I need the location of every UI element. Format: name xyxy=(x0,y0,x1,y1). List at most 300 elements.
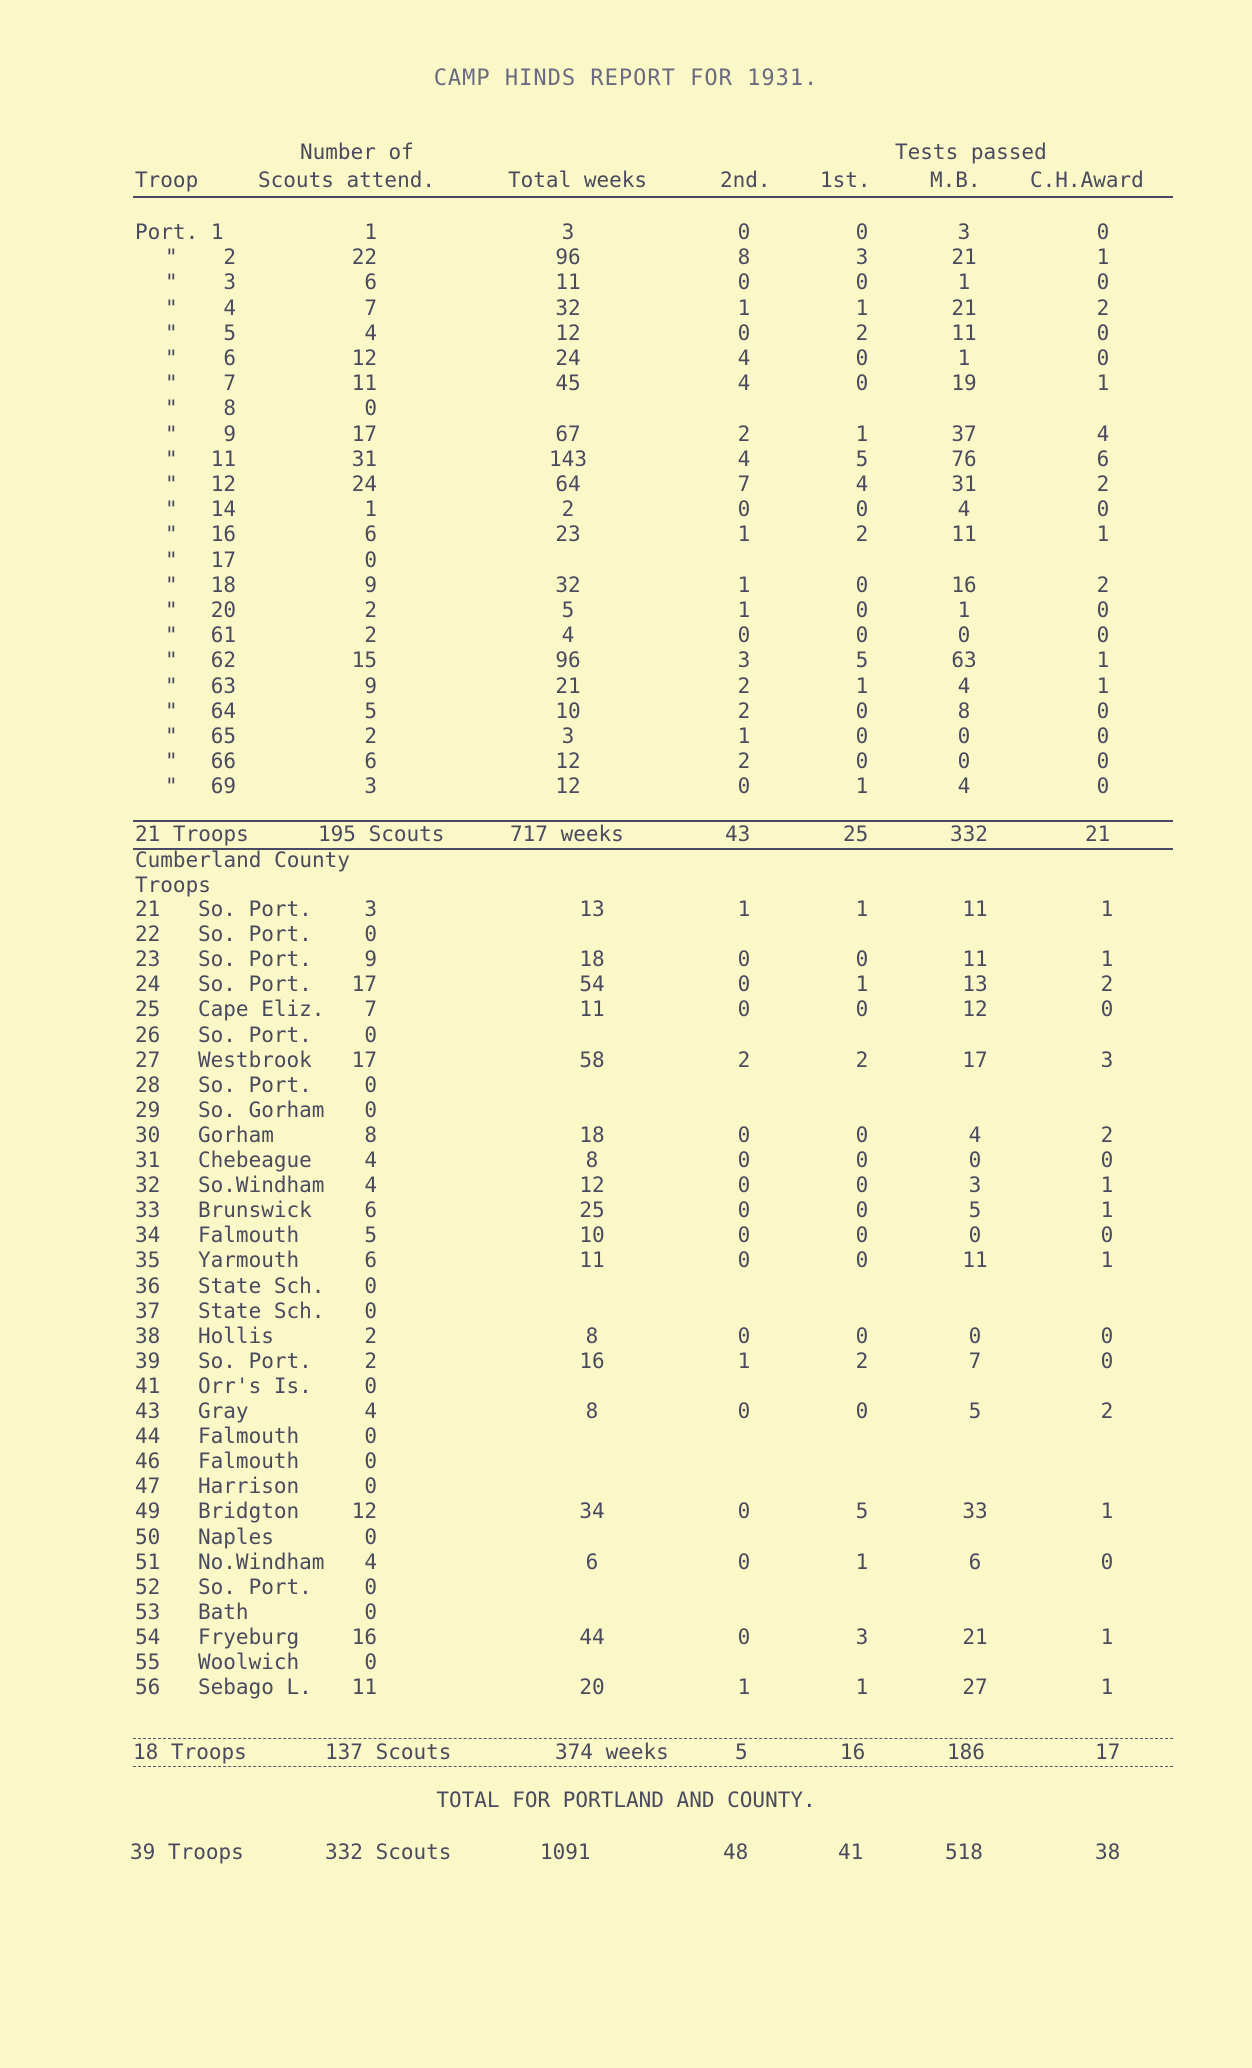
county-weeks-cell: 58 xyxy=(579,1048,605,1072)
county-weeks-cell: 6 xyxy=(585,1550,599,1574)
portland-award-cell: 0 xyxy=(1096,774,1110,798)
portland-ditto-cell: " xyxy=(165,648,178,672)
portland-ditto-cell: " xyxy=(165,270,178,294)
portland-ditto-cell: " xyxy=(165,422,178,446)
county-first-cell: 0 xyxy=(855,1148,869,1172)
portland-ditto-cell: " xyxy=(165,724,178,748)
county-troop-number: 50 xyxy=(135,1525,161,1549)
portland-scouts-cell: 4 xyxy=(364,321,377,345)
portland-scouts-cell: 9 xyxy=(364,674,377,698)
portland-scouts-cell: 9 xyxy=(364,573,377,597)
county-scouts-cell: 3 xyxy=(364,897,377,921)
county-second-cell: 0 xyxy=(737,1173,751,1197)
county-second-cell: 2 xyxy=(737,1048,751,1072)
county-scouts-cell: 5 xyxy=(364,1223,377,1247)
portland-weeks-cell: 3 xyxy=(561,724,575,748)
portland-weeks-cell: 10 xyxy=(555,699,581,723)
county-troop-number: 34 xyxy=(135,1223,161,1247)
county-award-cell: 0 xyxy=(1100,997,1114,1021)
county-troop-number: 54 xyxy=(135,1625,161,1649)
portland-award-cell: 1 xyxy=(1096,245,1110,269)
portland-mb-cell: 19 xyxy=(951,371,977,395)
portland-second-cell: 2 xyxy=(737,749,751,773)
county-town-cell: Hollis xyxy=(198,1324,274,1348)
header-first: 1st. xyxy=(820,168,871,192)
county-weeks-cell: 12 xyxy=(579,1173,605,1197)
county-first-cell: 1 xyxy=(855,1675,869,1699)
portland-scouts-cell: 6 xyxy=(364,749,377,773)
county-troop-number: 49 xyxy=(135,1499,161,1523)
county-award-cell: 0 xyxy=(1100,1324,1114,1348)
county-total-first: 16 xyxy=(840,1740,866,1764)
county-town-cell: So. Port. xyxy=(198,922,312,946)
portland-scouts-cell: 24 xyxy=(351,472,377,496)
county-first-cell: 0 xyxy=(855,947,869,971)
county-weeks-cell: 11 xyxy=(579,997,605,1021)
county-first-cell: 1 xyxy=(855,1550,869,1574)
county-weeks-cell: 18 xyxy=(579,1123,605,1147)
county-weeks-cell: 8 xyxy=(585,1399,599,1423)
portland-total-first: 25 xyxy=(843,822,869,846)
portland-mb-cell: 21 xyxy=(951,296,977,320)
portland-first-cell: 4 xyxy=(855,472,869,496)
county-first-cell: 0 xyxy=(855,1223,869,1247)
county-mb-cell: 4 xyxy=(968,1123,982,1147)
county-town-cell: Gorham xyxy=(198,1123,274,1147)
portland-second-cell: 8 xyxy=(737,245,751,269)
county-second-cell: 0 xyxy=(737,1248,751,1272)
county-scouts-cell: 12 xyxy=(351,1499,377,1523)
county-first-cell: 2 xyxy=(855,1048,869,1072)
county-first-cell: 1 xyxy=(855,972,869,996)
portland-award-cell: 2 xyxy=(1096,296,1110,320)
county-town-cell: Westbrook xyxy=(198,1048,312,1072)
county-town-cell: No.Windham xyxy=(198,1550,325,1574)
county-scouts-cell: 2 xyxy=(364,1349,377,1373)
portland-troop-cell: 11 xyxy=(210,447,236,471)
county-weeks-cell: 11 xyxy=(579,1248,605,1272)
grand-total-weeks: 1091 xyxy=(540,1840,591,1864)
county-mb-cell: 11 xyxy=(962,897,988,921)
portland-total-scouts: 195 Scouts xyxy=(318,822,445,846)
county-first-cell: 5 xyxy=(855,1499,869,1523)
portland-ditto-cell: " xyxy=(165,245,178,269)
portland-second-cell: 1 xyxy=(737,296,751,320)
county-weeks-cell: 13 xyxy=(579,897,605,921)
portland-ditto-cell: " xyxy=(165,699,178,723)
portland-mb-cell: 3 xyxy=(957,220,971,244)
portland-award-cell: 1 xyxy=(1096,674,1110,698)
county-second-cell: 0 xyxy=(737,1324,751,1348)
county-troop-number: 35 xyxy=(135,1248,161,1272)
county-heading: Cumberland County xyxy=(135,848,350,872)
county-award-cell: 0 xyxy=(1100,1349,1114,1373)
county-troop-number: 51 xyxy=(135,1550,161,1574)
portland-troop-cell: 4 xyxy=(223,296,236,320)
county-mb-cell: 12 xyxy=(962,997,988,1021)
portland-scouts-cell: 31 xyxy=(351,447,377,471)
portland-mb-cell: 37 xyxy=(951,422,977,446)
grand-total-scouts: 332 Scouts xyxy=(325,1840,452,1864)
header-rule xyxy=(133,196,1173,198)
county-heading-troops: Troops xyxy=(135,873,211,897)
portland-scouts-cell: 7 xyxy=(364,296,377,320)
portland-total-award: 21 xyxy=(1085,822,1111,846)
portland-total-troops: 21 Troops xyxy=(135,822,249,846)
county-troop-number: 24 xyxy=(135,972,161,996)
county-town-cell: So. Port. xyxy=(198,947,312,971)
county-second-cell: 0 xyxy=(737,972,751,996)
county-award-cell: 0 xyxy=(1100,1223,1114,1247)
portland-troop-cell: 14 xyxy=(210,497,236,521)
county-scouts-cell: 9 xyxy=(364,947,377,971)
county-total-mb: 186 xyxy=(947,1740,985,1764)
county-troop-number: 30 xyxy=(135,1123,161,1147)
county-second-cell: 0 xyxy=(737,1625,751,1649)
county-mb-cell: 5 xyxy=(968,1399,982,1423)
portland-troop-cell: 20 xyxy=(210,598,236,622)
portland-weeks-cell: 21 xyxy=(555,674,581,698)
portland-troop-cell: 18 xyxy=(210,573,236,597)
county-award-cell: 1 xyxy=(1100,1198,1114,1222)
county-town-cell: Falmouth xyxy=(198,1449,300,1473)
portland-scouts-cell: 6 xyxy=(364,270,377,294)
county-scouts-cell: 0 xyxy=(364,1600,377,1624)
county-town-cell: Woolwich xyxy=(198,1650,300,1674)
portland-second-cell: 0 xyxy=(737,270,751,294)
county-second-cell: 1 xyxy=(737,1675,751,1699)
portland-mb-cell: 0 xyxy=(957,749,971,773)
county-town-cell: Bridgton xyxy=(198,1499,300,1523)
portland-mb-cell: 11 xyxy=(951,321,977,345)
county-weeks-cell: 10 xyxy=(579,1223,605,1247)
county-first-cell: 1 xyxy=(855,897,869,921)
county-town-cell: Sebago L. xyxy=(198,1675,312,1699)
county-troop-number: 47 xyxy=(135,1474,161,1498)
header-award: C.H.Award xyxy=(1030,168,1144,192)
county-town-cell: So. Port. xyxy=(198,1023,312,1047)
county-second-cell: 0 xyxy=(737,1399,751,1423)
county-town-cell: Harrison xyxy=(198,1474,300,1498)
portland-first-cell: 0 xyxy=(855,623,869,647)
portland-first-cell: 0 xyxy=(855,573,869,597)
county-mb-cell: 11 xyxy=(962,947,988,971)
portland-ditto-cell: " xyxy=(165,396,178,420)
county-troop-number: 55 xyxy=(135,1650,161,1674)
header-scouts-line1: Number of xyxy=(300,140,414,164)
portland-award-cell: 0 xyxy=(1096,321,1110,345)
portland-first-cell: 1 xyxy=(855,422,869,446)
portland-second-cell: 7 xyxy=(737,472,751,496)
county-scouts-cell: 4 xyxy=(364,1550,377,1574)
county-award-cell: 1 xyxy=(1100,1499,1114,1523)
portland-total-rule-top xyxy=(133,820,1173,822)
grand-total-troops: 39 Troops xyxy=(130,1840,244,1864)
county-mb-cell: 0 xyxy=(968,1223,982,1247)
portland-ditto-cell: " xyxy=(165,497,178,521)
county-scouts-cell: 0 xyxy=(364,1073,377,1097)
county-scouts-cell: 0 xyxy=(364,922,377,946)
portland-troop-cell: 7 xyxy=(223,371,236,395)
portland-troop-cell: 9 xyxy=(223,422,236,446)
county-scouts-cell: 17 xyxy=(351,972,377,996)
county-mb-cell: 11 xyxy=(962,1248,988,1272)
portland-second-cell: 1 xyxy=(737,522,751,546)
grand-total-award: 38 xyxy=(1095,1840,1121,1864)
county-scouts-cell: 16 xyxy=(351,1625,377,1649)
header-mb: M.B. xyxy=(930,168,981,192)
county-first-cell: 0 xyxy=(855,1248,869,1272)
portland-second-cell: 0 xyxy=(737,497,751,521)
portland-ditto-cell: " xyxy=(165,774,178,798)
county-scouts-cell: 0 xyxy=(364,1449,377,1473)
county-weeks-cell: 8 xyxy=(585,1324,599,1348)
portland-award-cell: 0 xyxy=(1096,724,1110,748)
county-scouts-cell: 0 xyxy=(364,1274,377,1298)
portland-first-cell: 0 xyxy=(855,346,869,370)
county-town-cell: So. Port. xyxy=(198,1073,312,1097)
portland-weeks-cell: 12 xyxy=(555,321,581,345)
county-town-cell: Brunswick xyxy=(198,1198,312,1222)
county-scouts-cell: 0 xyxy=(364,1424,377,1448)
county-total-weeks: 374 weeks xyxy=(555,1740,669,1764)
portland-ditto-cell: " xyxy=(165,598,178,622)
portland-scouts-cell: 0 xyxy=(364,396,377,420)
portland-second-cell: 1 xyxy=(737,573,751,597)
county-second-cell: 0 xyxy=(737,1550,751,1574)
portland-weeks-cell: 12 xyxy=(555,774,581,798)
portland-ditto-cell: " xyxy=(165,623,178,647)
county-second-cell: 0 xyxy=(737,997,751,1021)
county-troop-number: 52 xyxy=(135,1575,161,1599)
portland-mb-cell: 1 xyxy=(957,346,971,370)
portland-ditto-cell: " xyxy=(165,674,178,698)
portland-first-cell: 0 xyxy=(855,699,869,723)
county-town-cell: Cape Eliz. xyxy=(198,997,325,1021)
county-town-cell: So. Port. xyxy=(198,972,312,996)
portland-second-cell: 2 xyxy=(737,699,751,723)
county-scouts-cell: 4 xyxy=(364,1173,377,1197)
grand-total-first: 41 xyxy=(838,1840,864,1864)
portland-ditto-cell: " xyxy=(165,321,178,345)
county-scouts-cell: 0 xyxy=(364,1023,377,1047)
county-troop-number: 36 xyxy=(135,1274,161,1298)
county-troop-number: 53 xyxy=(135,1600,161,1624)
county-mb-cell: 27 xyxy=(962,1675,988,1699)
portland-award-cell: 0 xyxy=(1096,497,1110,521)
portland-mb-cell: 0 xyxy=(957,623,971,647)
portland-troop-cell: 64 xyxy=(210,699,236,723)
portland-scouts-cell: 15 xyxy=(351,648,377,672)
portland-first-cell: 0 xyxy=(855,270,869,294)
portland-weeks-cell: 2 xyxy=(561,497,575,521)
portland-first-cell: 0 xyxy=(855,749,869,773)
portland-first-cell: 1 xyxy=(855,296,869,320)
portland-award-cell: 0 xyxy=(1096,220,1110,244)
county-award-cell: 0 xyxy=(1100,1550,1114,1574)
portland-ditto-cell: " xyxy=(165,447,178,471)
county-weeks-cell: 18 xyxy=(579,947,605,971)
county-town-cell: So. Gorham xyxy=(198,1098,325,1122)
county-total-scouts: 137 Scouts xyxy=(325,1740,452,1764)
county-town-cell: Gray xyxy=(198,1399,249,1423)
header-tests-passed: Tests passed xyxy=(895,140,1047,164)
portland-mb-cell: 1 xyxy=(957,598,971,622)
county-mb-cell: 17 xyxy=(962,1048,988,1072)
portland-mb-cell: 0 xyxy=(957,724,971,748)
portland-first-cell: 5 xyxy=(855,648,869,672)
county-town-cell: Orr's Is. xyxy=(198,1374,312,1398)
county-second-cell: 0 xyxy=(737,1223,751,1247)
portland-award-cell: 2 xyxy=(1096,472,1110,496)
portland-weeks-cell: 32 xyxy=(555,573,581,597)
portland-troop-cell: 17 xyxy=(210,548,236,572)
county-total-award: 17 xyxy=(1095,1740,1121,1764)
county-mb-cell: 3 xyxy=(968,1173,982,1197)
portland-first-cell: 1 xyxy=(855,674,869,698)
portland-second-cell: 3 xyxy=(737,648,751,672)
portland-weeks-cell: 24 xyxy=(555,346,581,370)
county-first-cell: 2 xyxy=(855,1349,869,1373)
portland-scouts-cell: 2 xyxy=(364,724,377,748)
portland-weeks-cell: 96 xyxy=(555,245,581,269)
portland-ditto-cell: " xyxy=(165,749,178,773)
portland-second-cell: 0 xyxy=(737,623,751,647)
portland-award-cell: 0 xyxy=(1096,346,1110,370)
county-award-cell: 0 xyxy=(1100,1148,1114,1172)
county-scouts-cell: 11 xyxy=(351,1675,377,1699)
county-total-troops: 18 Troops xyxy=(133,1740,247,1764)
county-town-cell: State Sch. xyxy=(198,1274,325,1298)
grand-total-mb: 518 xyxy=(945,1840,983,1864)
county-mb-cell: 33 xyxy=(962,1499,988,1523)
county-town-cell: Fryeburg xyxy=(198,1625,300,1649)
portland-first-cell: 0 xyxy=(855,724,869,748)
portland-weeks-cell: 11 xyxy=(555,270,581,294)
portland-award-cell: 0 xyxy=(1096,598,1110,622)
county-first-cell: 0 xyxy=(855,1324,869,1348)
county-scouts-cell: 17 xyxy=(351,1048,377,1072)
portland-weeks-cell: 143 xyxy=(549,447,587,471)
grand-total-title: TOTAL FOR PORTLAND AND COUNTY. xyxy=(436,1788,816,1812)
county-town-cell: So. Port. xyxy=(198,1349,312,1373)
county-troop-number: 21 xyxy=(135,897,161,921)
county-scouts-cell: 0 xyxy=(364,1474,377,1498)
county-town-cell: Naples xyxy=(198,1525,274,1549)
county-weeks-cell: 16 xyxy=(579,1349,605,1373)
portland-award-cell: 1 xyxy=(1096,522,1110,546)
grand-total-second: 48 xyxy=(723,1840,749,1864)
portland-award-cell: 0 xyxy=(1096,749,1110,773)
county-second-cell: 1 xyxy=(737,1349,751,1373)
portland-mb-cell: 16 xyxy=(951,573,977,597)
portland-second-cell: 1 xyxy=(737,724,751,748)
county-mb-cell: 0 xyxy=(968,1148,982,1172)
county-mb-cell: 13 xyxy=(962,972,988,996)
portland-award-cell: 0 xyxy=(1096,699,1110,723)
portland-first-cell: 3 xyxy=(855,245,869,269)
county-mb-cell: 21 xyxy=(962,1625,988,1649)
portland-total-weeks: 717 weeks xyxy=(510,822,624,846)
portland-troop-cell: 6 xyxy=(223,346,236,370)
portland-troop-cell: 8 xyxy=(223,396,236,420)
portland-first-cell: 2 xyxy=(855,522,869,546)
county-total-rule-top xyxy=(133,1738,1173,1739)
portland-troop-cell: 65 xyxy=(210,724,236,748)
portland-weeks-cell: 32 xyxy=(555,296,581,320)
county-town-cell: So.Windham xyxy=(198,1173,325,1197)
county-troop-number: 44 xyxy=(135,1424,161,1448)
portland-second-cell: 4 xyxy=(737,447,751,471)
portland-mb-cell: 4 xyxy=(957,674,971,698)
portland-troop-cell: 16 xyxy=(210,522,236,546)
county-second-cell: 0 xyxy=(737,1198,751,1222)
county-scouts-cell: 6 xyxy=(364,1248,377,1272)
header-troop: Troop xyxy=(135,168,199,192)
portland-troop-cell: 12 xyxy=(210,472,236,496)
portland-scouts-cell: 1 xyxy=(364,220,377,244)
county-troop-number: 27 xyxy=(135,1048,161,1072)
portland-weeks-cell: 3 xyxy=(561,220,575,244)
portland-weeks-cell: 96 xyxy=(555,648,581,672)
county-troop-number: 46 xyxy=(135,1449,161,1473)
county-troop-number: 41 xyxy=(135,1374,161,1398)
portland-first-cell: 1 xyxy=(855,774,869,798)
portland-second-cell: 2 xyxy=(737,422,751,446)
county-town-cell: Bath xyxy=(198,1600,249,1624)
county-award-cell: 2 xyxy=(1100,1123,1114,1147)
county-first-cell: 0 xyxy=(855,1399,869,1423)
county-town-cell: Falmouth xyxy=(198,1424,300,1448)
county-troop-number: 25 xyxy=(135,997,161,1021)
county-troop-number: 43 xyxy=(135,1399,161,1423)
portland-ditto-cell: " xyxy=(165,548,178,572)
portland-ditto-cell: " xyxy=(165,296,178,320)
portland-first-cell: 0 xyxy=(855,371,869,395)
report-title: CAMP HINDS REPORT FOR 1931. xyxy=(433,66,819,91)
county-town-cell: Chebeague xyxy=(198,1148,312,1172)
county-town-cell: So. Port. xyxy=(198,897,312,921)
portland-second-cell: 0 xyxy=(737,220,751,244)
county-award-cell: 1 xyxy=(1100,1675,1114,1699)
county-weeks-cell: 54 xyxy=(579,972,605,996)
portland-mb-cell: 4 xyxy=(957,497,971,521)
portland-second-cell: 0 xyxy=(737,774,751,798)
portland-troop-cell: Port. 1 xyxy=(135,220,224,244)
county-award-cell: 1 xyxy=(1100,1173,1114,1197)
county-total-second: 5 xyxy=(735,1740,748,1764)
county-award-cell: 3 xyxy=(1100,1048,1114,1072)
portland-ditto-cell: " xyxy=(165,371,178,395)
county-town-cell: So. Port. xyxy=(198,1575,312,1599)
portland-scouts-cell: 12 xyxy=(351,346,377,370)
county-troop-number: 33 xyxy=(135,1198,161,1222)
portland-ditto-cell: " xyxy=(165,472,178,496)
portland-scouts-cell: 2 xyxy=(364,598,377,622)
county-first-cell: 0 xyxy=(855,1173,869,1197)
portland-second-cell: 2 xyxy=(737,674,751,698)
portland-ditto-cell: " xyxy=(165,522,178,546)
header-second: 2nd. xyxy=(720,168,771,192)
portland-ditto-cell: " xyxy=(165,346,178,370)
county-scouts-cell: 6 xyxy=(364,1198,377,1222)
county-award-cell: 1 xyxy=(1100,947,1114,971)
portland-award-cell: 0 xyxy=(1096,623,1110,647)
portland-mb-cell: 76 xyxy=(951,447,977,471)
portland-scouts-cell: 5 xyxy=(364,699,377,723)
portland-weeks-cell: 67 xyxy=(555,422,581,446)
county-scouts-cell: 0 xyxy=(364,1650,377,1674)
